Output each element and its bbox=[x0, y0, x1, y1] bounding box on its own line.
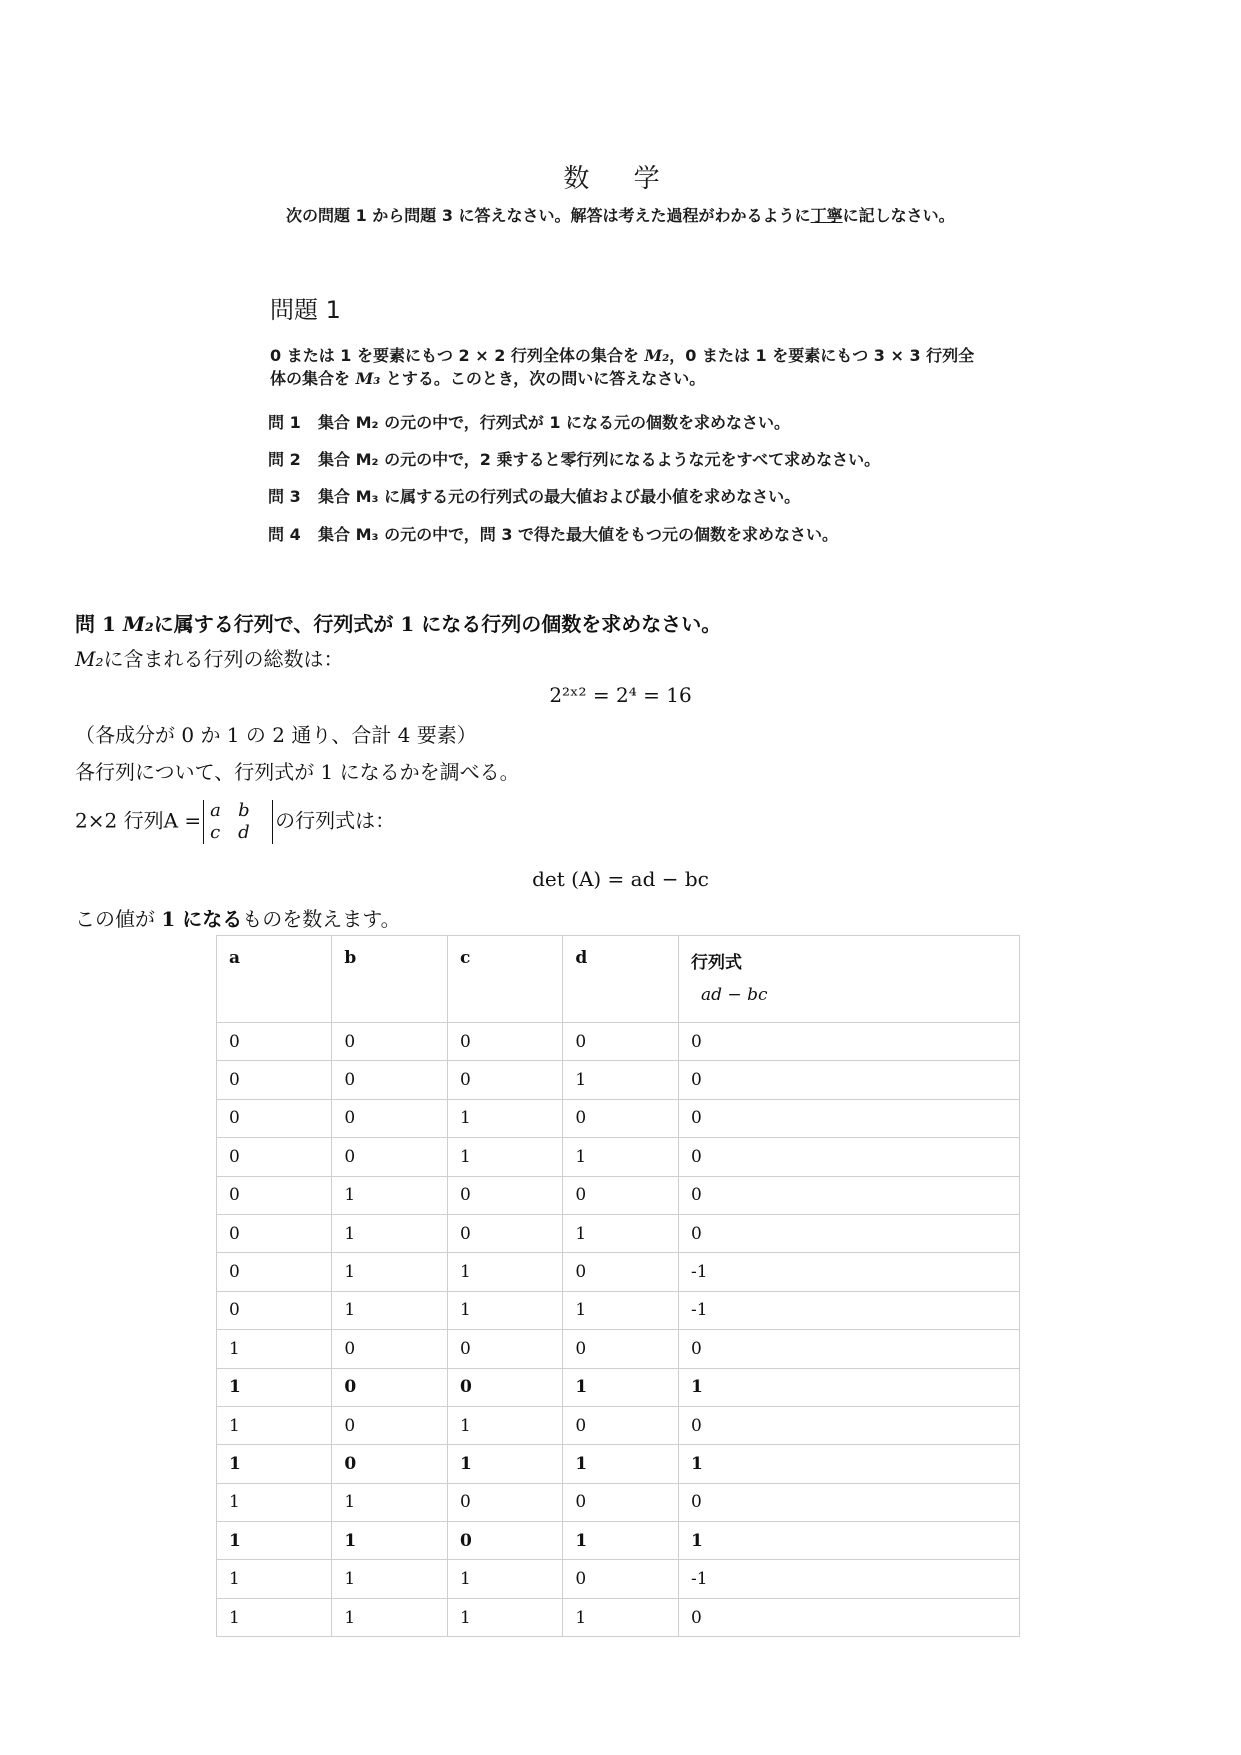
table-cell: 1 bbox=[332, 1483, 448, 1521]
table-cell: 1 bbox=[563, 1214, 679, 1252]
table-row bbox=[217, 1445, 1020, 1483]
table-cell: 0 bbox=[447, 1023, 562, 1061]
table-row bbox=[217, 1291, 1020, 1329]
table-row bbox=[217, 1099, 1020, 1137]
table-cell: 0 bbox=[217, 1291, 332, 1329]
table-cell: 0 bbox=[332, 1138, 448, 1176]
table-cell: 0 bbox=[679, 1406, 1020, 1444]
question-1: 問 1 集合 M₂ の元の中で，行列式が 1 になる元の個数を求めなさい。 bbox=[268, 413, 791, 432]
table-cell: 1 bbox=[447, 1598, 562, 1636]
table-cell: 1 bbox=[563, 1291, 679, 1329]
table-cell: 1 bbox=[447, 1138, 562, 1176]
table-cell: 1 bbox=[447, 1406, 562, 1444]
table-cell: 1 bbox=[332, 1598, 448, 1636]
table-row bbox=[217, 1560, 1020, 1598]
table-cell: 0 bbox=[679, 1483, 1020, 1521]
table-cell: 1 bbox=[563, 1368, 679, 1406]
table-cell: 1 bbox=[563, 1445, 679, 1483]
table-cell: 1 bbox=[217, 1522, 332, 1560]
table-cell: -1 bbox=[679, 1253, 1020, 1291]
table-cell: 0 bbox=[217, 1253, 332, 1291]
table-cell: 0 bbox=[563, 1023, 679, 1061]
table-cell: 1 bbox=[447, 1291, 562, 1329]
table-cell: 0 bbox=[447, 1176, 562, 1214]
table-cell: 1 bbox=[563, 1061, 679, 1099]
table-cell: 1 bbox=[447, 1560, 562, 1598]
table-cell: 0 bbox=[217, 1099, 332, 1137]
table-cell: 1 bbox=[332, 1560, 448, 1598]
table-cell: 1 bbox=[679, 1445, 1020, 1483]
table-cell: 0 bbox=[679, 1214, 1020, 1252]
table-cell: 0 bbox=[332, 1061, 448, 1099]
table-cell: 0 bbox=[563, 1176, 679, 1214]
table-cell: 1 bbox=[217, 1598, 332, 1636]
table-row bbox=[217, 1406, 1020, 1444]
table-cell: 0 bbox=[447, 1522, 562, 1560]
matrix-A: a b c d bbox=[203, 800, 273, 844]
table-cell: 0 bbox=[679, 1023, 1020, 1061]
table-cell: 1 bbox=[217, 1406, 332, 1444]
table-cell: 0 bbox=[679, 1330, 1020, 1368]
table-cell: 0 bbox=[217, 1023, 332, 1061]
answer-heading: 問 1 M₂に属する行列で、行列式が 1 になる行列の個数を求めなさい。 bbox=[75, 612, 722, 636]
table-cell: 0 bbox=[217, 1176, 332, 1214]
table-cell: 0 bbox=[679, 1138, 1020, 1176]
formula-total: 2²ˣ² = 2⁴ = 16 bbox=[549, 683, 692, 707]
table-cell: 1 bbox=[679, 1522, 1020, 1560]
table-cell: 0 bbox=[217, 1214, 332, 1252]
table-cell: -1 bbox=[679, 1291, 1020, 1329]
table-cell: 1 bbox=[217, 1330, 332, 1368]
table-row bbox=[217, 1214, 1020, 1252]
table-cell: 1 bbox=[332, 1522, 448, 1560]
table-cell: 1 bbox=[217, 1445, 332, 1483]
exam-title: 数 学 bbox=[563, 164, 678, 194]
table-cell: 1 bbox=[217, 1560, 332, 1598]
exam-instructions: 次の問題 1 から問題 3 に答えなさい。解答は考えた過程がわかるように丁寧に記しなさい。 bbox=[286, 206, 955, 225]
table-cell: 0 bbox=[332, 1099, 448, 1137]
table-cell: 1 bbox=[332, 1253, 448, 1291]
table-cell: 1 bbox=[447, 1253, 562, 1291]
table-cell: 0 bbox=[563, 1483, 679, 1521]
table-cell: 0 bbox=[447, 1330, 562, 1368]
table-cell: 1 bbox=[447, 1445, 562, 1483]
table-cell: 0 bbox=[217, 1061, 332, 1099]
header-d: d bbox=[563, 936, 679, 1023]
table-cell: 1 bbox=[679, 1368, 1020, 1406]
header-b: b bbox=[332, 936, 448, 1023]
table-cell: 1 bbox=[447, 1099, 562, 1137]
table-cell: 0 bbox=[447, 1368, 562, 1406]
table-cell: 1 bbox=[217, 1368, 332, 1406]
table-cell: 0 bbox=[447, 1483, 562, 1521]
table-cell: 1 bbox=[332, 1291, 448, 1329]
table-cell: 0 bbox=[563, 1253, 679, 1291]
determinant-table bbox=[216, 935, 1020, 1637]
table-row bbox=[217, 1330, 1020, 1368]
table-row bbox=[217, 1598, 1020, 1636]
table-row bbox=[217, 1061, 1020, 1099]
table-row bbox=[217, 1253, 1020, 1291]
table-cell: -1 bbox=[679, 1560, 1020, 1598]
formula-det: det (A) = ad − bc bbox=[532, 867, 709, 891]
table-cell: 0 bbox=[563, 1330, 679, 1368]
table-cell: 1 bbox=[563, 1522, 679, 1560]
table-cell: 0 bbox=[447, 1061, 562, 1099]
header-a: a bbox=[217, 936, 332, 1023]
table-cell: 1 bbox=[563, 1138, 679, 1176]
answer-line-check: 各行列について、行列式が 1 になるかを調べる。 bbox=[75, 760, 520, 784]
table-cell: 0 bbox=[563, 1560, 679, 1598]
problem-heading: 問題 1 bbox=[270, 296, 341, 324]
table-cell: 0 bbox=[447, 1214, 562, 1252]
table-row bbox=[217, 1176, 1020, 1214]
table-row bbox=[217, 1138, 1020, 1176]
table-row bbox=[217, 1023, 1020, 1061]
question-2: 問 2 集合 M₂ の元の中で，2 乗すると零行列になるような元をすべて求めなさい。 bbox=[268, 450, 881, 469]
header-c: c bbox=[447, 936, 562, 1023]
answer-line-note: （各成分が 0 か 1 の 2 通り、合計 4 要素） bbox=[75, 723, 477, 747]
header-det: 行列式 ad − bc bbox=[679, 936, 1020, 1023]
table-cell: 0 bbox=[332, 1023, 448, 1061]
answer-line-total: M₂に含まれる行列の総数は： bbox=[75, 647, 344, 671]
table-cell: 1 bbox=[332, 1176, 448, 1214]
table-header-row bbox=[217, 936, 1020, 1023]
answer-line-matrix: 2×2 行列A = a b c d の行列式は： bbox=[75, 800, 396, 843]
problem-lead: 0 または 1 を要素にもつ 2 × 2 行列全体の集合を M₂，0 または 1 を要素にもつ 3 × 3 行列全体の集合を M₃ とする。このとき，次の問いに答えなさい。 bbox=[270, 346, 975, 388]
question-4: 問 4 集合 M₃ の元の中で，問 3 で得た最大値をもつ元の個数を求めなさい。 bbox=[268, 525, 839, 544]
answer-line-count: この値が 1 になるものを数えます。 bbox=[75, 907, 401, 931]
question-3: 問 3 集合 M₃ に属する元の行列式の最大値および最小値を求めなさい。 bbox=[268, 487, 801, 506]
table-row bbox=[217, 1368, 1020, 1406]
table-cell: 1 bbox=[563, 1598, 679, 1636]
table-row bbox=[217, 1522, 1020, 1560]
table-cell: 0 bbox=[679, 1176, 1020, 1214]
table-cell: 0 bbox=[332, 1445, 448, 1483]
table-cell: 0 bbox=[679, 1099, 1020, 1137]
table-cell: 0 bbox=[679, 1598, 1020, 1636]
table-cell: 0 bbox=[679, 1061, 1020, 1099]
table-cell: 0 bbox=[563, 1406, 679, 1444]
table-cell: 1 bbox=[217, 1483, 332, 1521]
table-cell: 1 bbox=[332, 1214, 448, 1252]
table-cell: 0 bbox=[563, 1099, 679, 1137]
table-cell: 0 bbox=[217, 1138, 332, 1176]
table-cell: 0 bbox=[332, 1330, 448, 1368]
table-cell: 0 bbox=[332, 1368, 448, 1406]
table-cell: 0 bbox=[332, 1406, 448, 1444]
table-row bbox=[217, 1483, 1020, 1521]
